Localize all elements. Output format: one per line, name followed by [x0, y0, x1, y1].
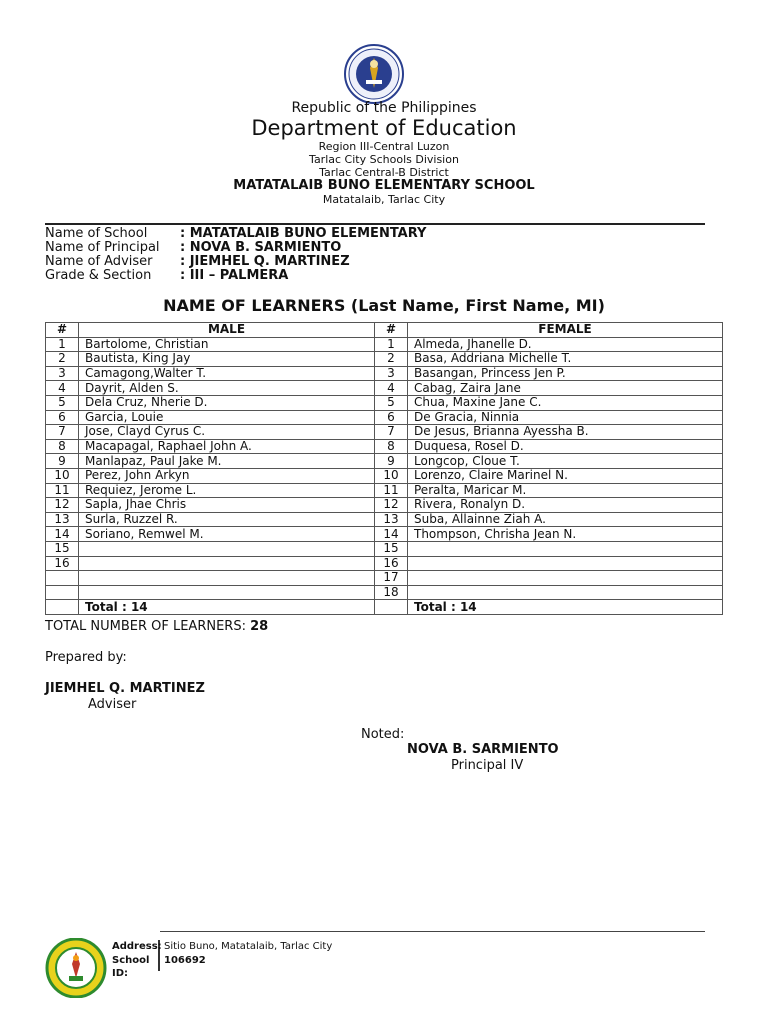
male-num: 6 — [46, 410, 79, 425]
address-value: Sitio Buno, Matatalaib, Tarlac City — [164, 941, 333, 952]
female-name: Lorenzo, Claire Marinel N. — [408, 468, 723, 483]
female-name: Suba, Allainne Ziah A. — [408, 512, 723, 527]
female-num: 15 — [375, 541, 408, 556]
info-principal-row — [45, 241, 341, 255]
female-num: 9 — [375, 454, 408, 469]
male-num: 7 — [46, 425, 79, 440]
female-name: Basangan, Princess Jen P. — [408, 366, 723, 381]
table-row — [46, 425, 723, 440]
info-label: Grade & Section — [45, 268, 152, 283]
female-num: 5 — [375, 395, 408, 410]
total-spacer — [375, 600, 408, 615]
table-header-row — [46, 323, 723, 338]
learners-table — [45, 322, 723, 615]
female-num: 17 — [375, 571, 408, 586]
info-value: : JIEMHEL Q. MARTINEZ — [180, 254, 350, 269]
male-num: 2 — [46, 352, 79, 367]
female-name: De Jesus, Brianna Ayessha B. — [408, 425, 723, 440]
male-name — [79, 571, 375, 586]
female-name — [408, 571, 723, 586]
female-num: 10 — [375, 468, 408, 483]
male-num: 13 — [46, 512, 79, 527]
table-row — [46, 337, 723, 352]
info-school-row — [45, 227, 426, 241]
table-row — [46, 483, 723, 498]
table-row — [46, 454, 723, 469]
male-num: 8 — [46, 439, 79, 454]
female-name: Basa, Addriana Michelle T. — [408, 352, 723, 367]
female-num: 13 — [375, 512, 408, 527]
learners-title: NAME OF LEARNERS (Last Name, First Name, MI) — [163, 296, 605, 315]
male-name — [79, 556, 375, 571]
male-name: Perez, John Arkyn — [79, 468, 375, 483]
male-name: Soriano, Remwel M. — [79, 527, 375, 542]
adviser-role: Adviser — [88, 697, 137, 712]
male-num: 12 — [46, 498, 79, 513]
total-spacer — [46, 600, 79, 615]
table-row — [46, 498, 723, 513]
info-adviser-row — [45, 255, 350, 269]
male-name: Surla, Ruzzel R. — [79, 512, 375, 527]
female-num: 4 — [375, 381, 408, 396]
male-num: 9 — [46, 454, 79, 469]
male-num: 5 — [46, 395, 79, 410]
table-row — [46, 541, 723, 556]
info-value: : III – PALMERA — [180, 268, 289, 283]
female-num: 1 — [375, 337, 408, 352]
male-num: 3 — [46, 366, 79, 381]
male-name: Sapla, Jhae Chris — [79, 498, 375, 513]
deped-seal-icon — [339, 44, 409, 104]
female-name: Chua, Maxine Jane C. — [408, 395, 723, 410]
male-num: 11 — [46, 483, 79, 498]
female-name: Duquesa, Rosel D. — [408, 439, 723, 454]
male-num: 16 — [46, 556, 79, 571]
table-row — [46, 556, 723, 571]
female-name — [408, 541, 723, 556]
footer-school-id — [112, 954, 412, 979]
female-name: Thompson, Chrisha Jean N. — [408, 527, 723, 542]
table-row — [46, 395, 723, 410]
school-logo-icon — [35, 938, 117, 998]
female-num: 7 — [375, 425, 408, 440]
header-department: Department of Education — [251, 116, 517, 140]
male-num-header: # — [46, 323, 79, 338]
header-town: Matatalaib, Tarlac City — [322, 193, 446, 206]
table-row — [46, 468, 723, 483]
female-num: 8 — [375, 439, 408, 454]
male-name — [79, 541, 375, 556]
footer-divider-line — [160, 931, 705, 932]
female-num: 18 — [375, 585, 408, 600]
table-row — [46, 512, 723, 527]
header-divider — [45, 223, 705, 225]
female-num: 16 — [375, 556, 408, 571]
male-num: 14 — [46, 527, 79, 542]
header-district: Tarlac Central-B District — [319, 166, 449, 179]
male-num — [46, 585, 79, 600]
adviser-name: JIEMHEL Q. MARTINEZ — [45, 681, 205, 696]
male-num: 4 — [46, 381, 79, 396]
male-num: 1 — [46, 337, 79, 352]
male-name: Garcia, Louie — [79, 410, 375, 425]
total-row — [46, 600, 723, 615]
school-id-label: School ID: — [112, 955, 150, 979]
footer-address — [112, 940, 412, 953]
address-label: Address: — [112, 941, 162, 952]
table-row — [46, 381, 723, 396]
table-row — [46, 352, 723, 367]
total-value: 28 — [250, 619, 269, 634]
female-name: Cabag, Zaira Jane — [408, 381, 723, 396]
male-name: Camagong,Walter T. — [79, 366, 375, 381]
noted-label: Noted: — [361, 727, 405, 742]
principal-name: NOVA B. SARMIENTO — [407, 742, 559, 757]
info-value: : MATATALAIB BUNO ELEMENTARY — [180, 226, 427, 241]
header-division: Tarlac City Schools Division — [309, 153, 459, 166]
female-num-header: # — [375, 323, 408, 338]
info-value: : NOVA B. SARMIENTO — [180, 240, 342, 255]
male-num: 15 — [46, 541, 79, 556]
male-name: Macapagal, Raphael John A. — [79, 439, 375, 454]
male-name: Dela Cruz, Nherie D. — [79, 395, 375, 410]
male-name: Bautista, King Jay — [79, 352, 375, 367]
female-name: Rivera, Ronalyn D. — [408, 498, 723, 513]
female-header: FEMALE — [408, 323, 723, 338]
female-total: Total : 14 — [408, 600, 723, 615]
female-name: Almeda, Jhanelle D. — [408, 337, 723, 352]
male-header: MALE — [79, 323, 375, 338]
male-name: Manlapaz, Paul Jake M. — [79, 454, 375, 469]
male-name: Jose, Clayd Cyrus C. — [79, 425, 375, 440]
female-num: 6 — [375, 410, 408, 425]
female-name: De Gracia, Ninnia — [408, 410, 723, 425]
info-label: Name of Adviser — [45, 254, 153, 269]
female-num: 2 — [375, 352, 408, 367]
male-name: Bartolome, Christian — [79, 337, 375, 352]
table-row — [46, 585, 723, 600]
male-name — [79, 585, 375, 600]
male-num: 10 — [46, 468, 79, 483]
header-school-name: MATATALAIB BUNO ELEMENTARY SCHOOL — [233, 178, 535, 193]
header-republic: Republic of the Philippines — [291, 100, 477, 116]
male-name: Requiez, Jerome L. — [79, 483, 375, 498]
female-name — [408, 585, 723, 600]
info-grade-row — [45, 269, 288, 283]
total-learners-line — [45, 619, 268, 634]
table-row — [46, 571, 723, 586]
table-row — [46, 366, 723, 381]
header-region: Region III-Central Luzon — [318, 140, 450, 153]
female-name: Longcop, Cloue T. — [408, 454, 723, 469]
info-label: Name of Principal — [45, 240, 160, 255]
table-row — [46, 527, 723, 542]
female-num: 3 — [375, 366, 408, 381]
table-row — [46, 410, 723, 425]
male-name: Dayrit, Alden S. — [79, 381, 375, 396]
principal-role: Principal IV — [451, 758, 524, 773]
total-label: TOTAL NUMBER OF LEARNERS: — [45, 619, 251, 634]
female-num: 14 — [375, 527, 408, 542]
prepared-by-label: Prepared by: — [45, 650, 127, 665]
female-num: 12 — [375, 498, 408, 513]
school-id-value: 106692 — [164, 955, 206, 966]
female-name — [408, 556, 723, 571]
table-row — [46, 439, 723, 454]
info-label: Name of School — [45, 226, 148, 241]
female-num: 11 — [375, 483, 408, 498]
male-num — [46, 571, 79, 586]
male-total: Total : 14 — [79, 600, 375, 615]
female-name: Peralta, Maricar M. — [408, 483, 723, 498]
